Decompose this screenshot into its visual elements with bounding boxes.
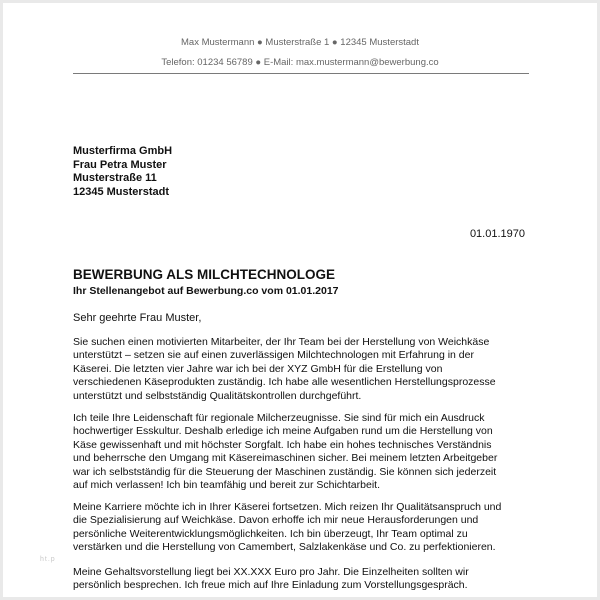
- paragraph-line: persönlich besprechen. Ich freue mich auf Ihre Einladung zum Vorstellungsgespräch.: [73, 579, 468, 592]
- watermark: ht.p: [40, 556, 56, 563]
- letter-page: [3, 3, 597, 597]
- recipient-street: Musterstraße 11: [73, 172, 157, 184]
- paragraph-line: hochwertiger Esskultur. Deshalb erledige ich meine Aufgaben rund um die Herstellung von: [73, 425, 493, 438]
- letter-subline: Ihr Stellenangebot auf Bewerbung.co vom 01.01.2017: [73, 285, 339, 297]
- letter-date: 01.01.1970: [469, 228, 525, 240]
- sender-contact-line: Telefon: 01234 56789 ● E-Mail: max.mustermann@bewerbung.co: [161, 57, 439, 68]
- paragraph-line: Ich teile Ihre Leidenschaft für regionale Milcherzeugnisse. Sie sind für mich ein Ausdruck: [73, 412, 485, 424]
- paragraph-line: Meine Karriere möchte ich in Ihrer Käserei fortsetzen. Mich reizen Ihr Qualitätsanspruch und: [73, 501, 502, 513]
- salutation: Sehr geehrte Frau Muster,: [73, 312, 202, 324]
- paragraph-1: [73, 336, 535, 403]
- paragraph-line: verschiedenen Käseprodukten zuständig. Ich habe alle wesentlichen Herstellungsprozesse: [73, 376, 496, 389]
- paragraph-line: verstärken und die Herstellung von Camembert, Salzlakenkäse und Co. zu perfektionieren.: [73, 541, 496, 554]
- paragraph-line: und beherrsche den Umgang mit Käsereimaschinen sicher. Bei meinem letzten Arbeitgeber: [73, 452, 498, 465]
- paragraph-line: die Spezialisierung auf Weichkäse. Davon erhoffe ich mir neue Herausforderungen und: [73, 514, 479, 527]
- paragraph-2: [73, 412, 535, 492]
- paragraph-line: unterstützt – setzen sie auf einen zuverlässigen Milchtechnologen mit Erfahrung in der: [73, 349, 474, 362]
- paragraph-line: war ich selbstständig für die Steuerung der Maschinen zuständig. Sie können sich jederzeit: [73, 465, 497, 478]
- paragraph-4: [73, 566, 535, 593]
- paragraph-line: unterstützt und selbstständig Qualitätskontrollen durchgeführt.: [73, 389, 362, 402]
- paragraph-line: persönliche Weiterentwicklungsmöglichkeiten. Ich bin überzeugt, Ihr Team optimal zu: [73, 527, 468, 540]
- sender-address-line: Max Mustermann ● Musterstraße 1 ● 12345 Musterstadt: [181, 37, 419, 48]
- recipient-city: 12345 Musterstadt: [73, 185, 169, 198]
- paragraph-line: Käserei. Die letzten vier Jahre war ich bei der XYZ GmbH für die Erstellung von: [73, 362, 443, 375]
- paragraph-3: [73, 501, 535, 555]
- recipient-address: [73, 145, 172, 199]
- paragraph-line: Meine Gehaltsvorstellung liegt bei XX.XXX Euro pro Jahr. Die Einzelheiten sollten wir: [73, 566, 469, 578]
- recipient-person: Frau Petra Muster: [73, 158, 167, 171]
- header-divider: [73, 73, 529, 74]
- recipient-company: Musterfirma GmbH: [73, 145, 173, 157]
- paragraph-line: auf mich verlassen! Ich bin teamfähig und bereit zur Schichtarbeit.: [73, 479, 380, 492]
- paragraph-line: Sie suchen einen motivierten Mitarbeiter, der Ihr Team bei der Herstellung von Weichkäse: [73, 336, 490, 348]
- paragraph-line: Käse gewissenhaft und mit höchster Sorgfalt. Ich habe ein hohes technisches Verständnis: [73, 438, 492, 451]
- letter-subject: BEWERBUNG ALS MILCHTECHNOLOGE: [73, 267, 335, 282]
